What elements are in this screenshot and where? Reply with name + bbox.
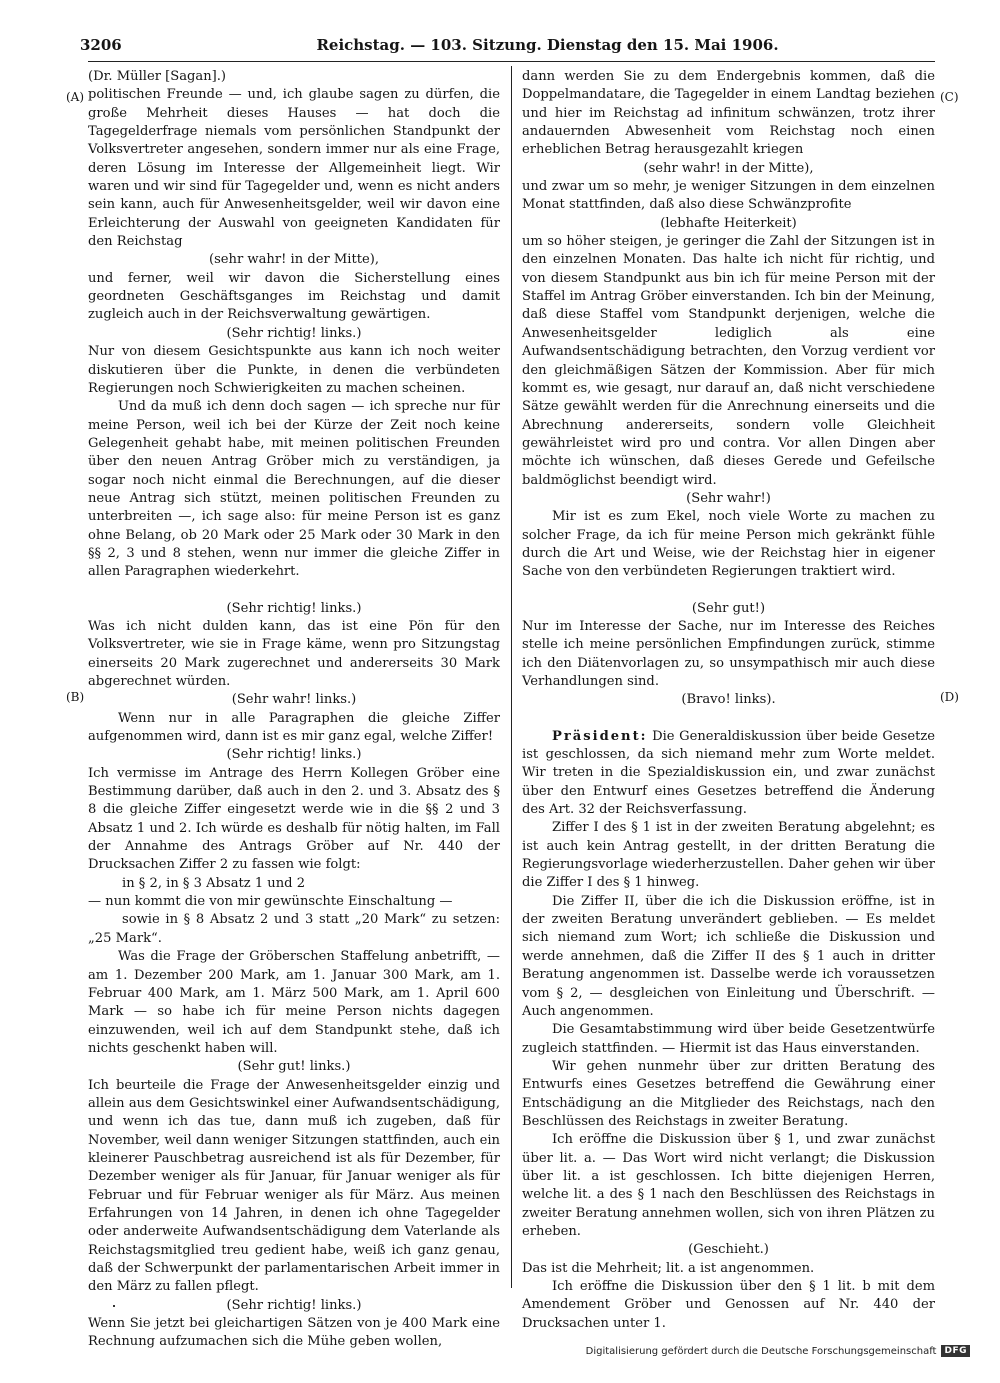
paragraph-text: Wir gehen nunmehr über zur dritten Beratung des Entwurfs eines Gesetzes betreffend die Gewährung einer Entschädigung an die Mitglieder des Reichstags, nach den Beschlüssen des Reichstags in zweiter Beratung.: [522, 1058, 935, 1129]
body-paragraph: [522, 1278, 935, 1333]
body-paragraph: [522, 1058, 935, 1131]
interjection: [522, 160, 935, 178]
paragraph-text: dann werden Sie zu dem Endergebnis kommen, daß die Doppelmandatare, die Tagegelder in einem Landtag beziehen und hier im Reichstag ad infinitum schwänzen, trotz ihrer andauernden Abwesenheit vom Reichstag noch einen erheblichen Betrag herausgezahlt kriegen: [522, 69, 935, 158]
paragraph-text: (Sehr wahr!): [686, 490, 771, 506]
body-paragraph: [522, 1260, 935, 1278]
paragraph-text: Die Gesamtabstimmung wird über beide Gesetzentwürfe zugleich stattfinden. — Hiermit ist das Haus einverstanden.: [522, 1022, 935, 1056]
interjection: [88, 325, 500, 343]
funding-note: Digitalisierung gefördert durch die Deutsche Forschungsgemeinschaft: [585, 1345, 937, 1357]
margin-marker-d: (D): [940, 690, 959, 704]
paragraph-text: Ich eröffne die Diskussion über den § 1 lit. b mit dem Amendement Gröber und Genossen auf Nr. 440 der Drucksachen unter 1.: [522, 1279, 935, 1331]
body-paragraph: [522, 508, 935, 581]
margin-marker-a: (A): [66, 90, 85, 104]
body-paragraph: [88, 710, 500, 747]
body-paragraph: [88, 765, 500, 875]
body-paragraph: [88, 1077, 500, 1297]
paragraph-text: (sehr wahr! in der Mitte),: [208, 252, 380, 268]
speaker-paragraph: [522, 728, 935, 820]
paragraph-text: Und da muß ich denn doch sagen — ich spreche nur für meine Person, weil ich bei der Kürze der Zeit noch keine Gelegenheit gehabt habe, mit meinen politischen Freunden über den neuen Antrag Gröber mich zu verständigen, ja sogar noch nicht einmal die Berechnungen, auf die dieser neue Antrag sich stützt, meinen politischen Freunden zu unterbreiten —, ich sage also: für meine Person ist es ganz ohne Belang, ob 20 Mark oder 25 Mark oder 30 Mark in den §§ 2, 3 und 8 stehen, wenn nur immer die gleiche Ziffer in allen Paragraphen wiederkehrt.: [88, 399, 500, 580]
interjection: [88, 1297, 500, 1315]
dfg-logo: DFG: [941, 1345, 970, 1357]
body-paragraph: [522, 893, 935, 1021]
paragraph-text: (Sehr gut!): [691, 600, 766, 616]
margin-marker-b: (B): [66, 690, 85, 704]
body-paragraph: [522, 1131, 935, 1241]
paragraph-text: politischen Freunde — und, ich glaube sagen zu dürfen, die große Mehrheit dieses Hauses — hat doch die Tagegelderfrage niemals vom persönlichen Standpunkt der Volksvertreter angesehen, sondern immer nur als eine Frage, deren Lösung im Interesse der Allgemeinheit liegt. Wir waren und wir sind für Tagegelder und, wenn es nicht anders sein kann, auch für Anwesenheitsgelder, weil wir davon eine Erleichterung der Auswahl von geeigneten Kandidaten für den Reichstag: [88, 87, 500, 250]
body-paragraph: [88, 875, 500, 893]
paragraph-text: (Sehr richtig! links.): [226, 600, 362, 616]
body-paragraph: [88, 911, 500, 948]
left-text-column: [88, 68, 500, 1352]
paragraph-text: Das ist die Mehrheit; lit. a ist angenommen.: [522, 1260, 815, 1276]
body-paragraph: [88, 618, 500, 691]
interjection: [88, 251, 500, 269]
body-paragraph: [88, 343, 500, 398]
body-paragraph: [88, 270, 500, 325]
interjection: [522, 215, 935, 233]
header-rule: [88, 61, 935, 62]
paragraph-text: Die Ziffer II, über die ich die Diskussion eröffne, ist in der zweiten Beratung unverändert geblieben. — Es meldet sich niemand zum Wort; ich schließe die Diskussion und werde annehmen, daß die Ziffer II des § 1 auch in dritter Beratung angenommen ist. Dasselbe werde ich voraussetzen vom § 2, — desgleichen von Einleitung und Überschrift. — Auch angenommen.: [522, 893, 935, 1019]
paragraph-text: Mir ist es zum Ekel, noch viele Worte zu machen zu solcher Frage, da ich für meine Person mich gekränkt fühle durch die Art und Weise, wie der Reichstag hier in eigener Sache von den verbündeten Regierungen traktiert wird.: [522, 509, 935, 580]
interjection: [522, 490, 935, 508]
body-paragraph: [522, 68, 935, 160]
paragraph-text: (Sehr richtig! links.): [226, 325, 362, 341]
paragraph-text: Was ich nicht dulden kann, das ist eine Pön für den Volksvertreter, wie sie in Frage käme, wenn pro Sitzungstag einerseits 20 Mark zugerechnet und andererseits 30 Mark abgerechnet würden.: [88, 618, 500, 689]
ink-speck: [113, 1305, 115, 1307]
interjection: [88, 746, 500, 764]
interjection: [522, 600, 935, 618]
paragraph-text: Nur im Interesse der Sache, nur im Interesse des Reiches stelle ich meine persönlichen Empfindungen zurück, stimme ich den Diätenvorlagen zu, so unsympathisch mir auch diese Verhandlungen sind.: [522, 618, 935, 689]
speaker-label: Präsident:: [552, 728, 648, 744]
body-paragraph: [522, 178, 935, 215]
paragraph-text: (Sehr gut! links.): [237, 1059, 351, 1075]
interjection: [88, 1058, 500, 1076]
paragraph-text: (Dr. Müller [Sagan].): [88, 69, 227, 84]
body-paragraph: [88, 68, 500, 86]
paragraph-text: (Bravo! links).: [681, 692, 776, 708]
paragraph-text: (sehr wahr! in der Mitte),: [643, 160, 814, 176]
interjection: [522, 691, 935, 709]
page-number: 3206: [80, 36, 122, 54]
interjection: [88, 600, 500, 618]
margin-marker-c: (C): [940, 90, 959, 104]
paragraph-text: (lebhafte Heiterkeit): [660, 215, 797, 231]
body-paragraph: [88, 86, 500, 251]
column-divider: [511, 66, 512, 1288]
body-paragraph: [522, 618, 935, 691]
paragraph-text: Ich vermisse im Antrage des Herrn Kollegen Gröber eine Bestimmung darüber, daß auch in den 2. und 3. Absatz des § 8 die gleiche Ziffer eingesetzt werde wie in die §§ 2 und 3 Absatz 1 und 2. Ich würde es deshalb für nötig halten, im Fall der Annahme des Antrags Gröber auf Nr. 440 der Drucksachen Ziffer 2 zu fassen wie folgt:: [88, 765, 500, 873]
body-paragraph: [522, 233, 935, 490]
interjection: [522, 1241, 935, 1259]
paragraph-text: Ziffer I des § 1 ist in der zweiten Beratung abgelehnt; es ist auch kein Antrag gestellt, in der dritten Beratung die Regierungsvorlage wiederherzustellen. Daher gehen wir über die Ziffer I des § 1 hinweg.: [522, 820, 935, 891]
body-paragraph: [88, 948, 500, 1058]
paragraph-text: sowie in § 8 Absatz 2 und 3 statt „20 Mark“ zu setzen: „25 Mark“.: [88, 912, 500, 946]
paragraph-text: (Sehr richtig! links.): [226, 747, 362, 763]
paragraph-text: (Sehr richtig! links.): [226, 1297, 362, 1313]
right-text-column: [522, 68, 935, 1333]
paragraph-text: Ich beurteile die Frage der Anwesenheitsgelder einzig und allein aus dem Gesichtswinkel einer Aufwandsentschädigung, und wenn ich das tue, dann muß ich zugeben, daß für November, weil dann weniger Sitzungen stattfinden, auch ein kleinerer Pauschbetrag ausreichend ist als für Dezember, für Dezember weniger als für Januar, für Januar weniger als für Februar und für Februar weniger als für März. Aus meinen Erfahrungen von 14 Jahren, in denen ich ohne Tagegelder oder anderweite Aufwandsentschädigung dem Vaterlande als Reichstagsmitglied treu gedient habe, weiß ich ganz genau, daß der Schwerpunkt der parlamentarischen Arbeit immer in den März zu fallen pflegt.: [88, 1077, 500, 1295]
paragraph-text: Wenn Sie jetzt bei gleichartigen Sätzen von je 400 Mark eine Rechnung aufzumachen sich die Mühe geben wollen,: [88, 1316, 500, 1350]
paragraph-text: und ferner, weil wir davon die Sicherstellung eines geordneten Geschäftsganges im Reichstag und damit zugleich auch in der Reichsverwaltung gewärtigen.: [88, 270, 500, 323]
page-footer: [586, 1345, 970, 1357]
paragraph-text: Nur von diesem Gesichtspunkte aus kann ich noch weiter diskutieren über die Punkte, in denen die verbündeten Regierungen noch Schwierigkeiten zu machen scheinen.: [88, 344, 500, 396]
body-paragraph: [522, 1021, 935, 1058]
body-paragraph: [88, 398, 500, 581]
body-paragraph: [88, 893, 500, 911]
paragraph-text: — nun kommt die von mir gewünschte Einschaltung —: [88, 894, 453, 910]
body-paragraph: [88, 1315, 500, 1352]
paragraph-text: Ich eröffne die Diskussion über § 1, und zwar zunächst über lit. a. — Das Wort wird nicht verlangt; die Diskussion über lit. a ist geschlossen. Ich bitte diejenigen Herren, welche lit. a des § 1 nach den Beschlüssen des Reichstags in zweiter Beratung annehmen wollen, sich von ihren Plätzen zu erheben.: [522, 1132, 935, 1239]
paragraph-text: (Geschieht.): [688, 1242, 769, 1258]
paragraph-text: in § 2, in § 3 Absatz 1 und 2: [122, 875, 306, 891]
running-title: Reichstag. — 103. Sitzung. Dienstag den 15. Mai 1906.: [316, 36, 779, 54]
paragraph-text: (Sehr wahr! links.): [231, 692, 357, 708]
page-header: [80, 36, 935, 54]
paragraph-text: Was die Frage der Gröberschen Staffelung anbetrifft, — am 1. Dezember 200 Mark, am 1. Januar 300 Mark, am 1. Februar 400 Mark, am 1. März 500 Mark, am 1. April 600 Mark — so habe ich für meine Person nichts dagegen einzuwenden, weil ich auf dem Standpunkt stehe, daß ich nichts geschenkt haben will.: [88, 949, 500, 1056]
paragraph-text: Wenn nur in alle Paragraphen die gleiche Ziffer aufgenommen wird, dann ist es mir ganz egal, welche Ziffer!: [88, 710, 500, 745]
paragraph-text: Die Generaldiskussion über beide Gesetze ist geschlossen, da sich niemand mehr zum Worte meldet. Wir treten in die Spezialdiskussion ein, und zwar zunächst über den Entwurf eines Gesetzes betreffend die Änderung des Art. 32 der Reichsverfassung.: [522, 728, 935, 818]
interjection: [88, 691, 500, 709]
paragraph-text: und zwar um so mehr, je weniger Sitzungen in dem einzelnen Monat stattfinden, daß also diese Schwänzprofite: [522, 179, 935, 213]
paragraph-text: um so höher steigen, je geringer die Zahl der Sitzungen ist in den einzelnen Monaten. Das halte ich nicht für richtig, und von diesem Standpunkt aus bin ich für meine Person mit der Staffel im Antrag Gröber einverstanden. Ich bin der Meinung, daß diese Staffel vom Standpunkt derjenigen, welche die Anwesenheitsgelder lediglich als eine Aufwandsentschädigung betrachten, den Vorzug verdient vor den gleichmäßigen Sätzen der Kommission. Aber für mich kommt es, wie gesagt, nur darauf an, daß nicht verschiedene Sätze gewählt werden für die Anrechnung einerseits und die Abrechnung andererseits, sondern volle Gleichheit gewährleistet wird pro und contra. Vor allen Dingen aber möchte ich wünschen, daß dieses Gerede und Gefeilsche baldmöglichst beendigt wird.: [522, 234, 935, 488]
body-paragraph: [522, 819, 935, 892]
